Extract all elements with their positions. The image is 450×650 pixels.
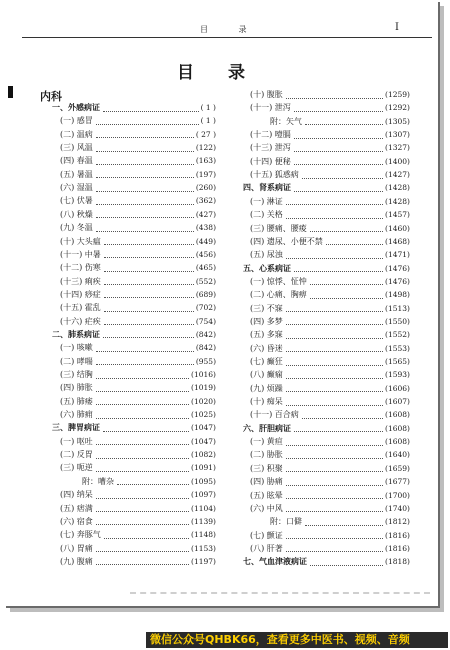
- toc-entry-label: (十二) 伤寒: [60, 263, 101, 273]
- toc-entry: [60, 355, 216, 368]
- toc-entry-page: (1457): [385, 210, 410, 220]
- toc-entry-label: (三) 结胸: [60, 370, 93, 379]
- header-rule: [22, 37, 432, 38]
- dot-leader: [286, 404, 383, 406]
- dot-leader: [286, 310, 383, 312]
- toc-entry-label: 附：口僻: [270, 517, 302, 527]
- toc-entry-page: (702): [195, 303, 216, 313]
- toc-entry: [60, 555, 216, 568]
- toc-entry: [250, 475, 410, 488]
- toc-entry-label: (一) 咳嗽: [60, 343, 93, 353]
- toc-entry-label: (六) 宿食: [60, 516, 93, 526]
- toc-entry-label: (三) 积聚: [250, 463, 283, 473]
- toc-entry-page: (689): [195, 289, 216, 299]
- dot-leader: [286, 497, 383, 499]
- toc-entry-label: (二) 温病: [60, 129, 93, 139]
- promo-banner-text: 微信公众号QHBK66，查看更多中医书、视频、音频: [150, 633, 410, 646]
- toc-entry-page: (1016): [191, 370, 216, 379]
- toc-entry-page: (1047): [191, 436, 216, 446]
- dot-leader: [302, 417, 383, 419]
- dot-leader: [96, 350, 194, 352]
- toc-entry-page: (1400): [385, 156, 410, 166]
- toc-entry-label: (五) 尿浊: [250, 250, 283, 260]
- dot-leader: [96, 136, 194, 138]
- dot-leader: [286, 537, 383, 539]
- toc-entry-page: (1471): [385, 250, 410, 260]
- toc-entry-page: (1327): [385, 143, 410, 153]
- toc-entry-page: (1812): [385, 517, 410, 527]
- toc-entry-label: 六、肝胆病证: [243, 422, 291, 433]
- dot-leader: [96, 363, 194, 365]
- toc-entry-label: (七) 颤证: [250, 530, 283, 540]
- dot-leader: [96, 443, 189, 445]
- toc-entry-page: (163): [195, 156, 216, 166]
- toc-entry-label: (六) 昏迷: [250, 343, 283, 353]
- dot-leader: [294, 430, 383, 432]
- dot-leader: [96, 190, 194, 192]
- dot-leader: [286, 377, 383, 379]
- toc-entry-page: (1740): [385, 503, 410, 513]
- toc-entry-label: (一) 淋证: [250, 196, 283, 206]
- dot-leader: [103, 110, 199, 112]
- page-shadow-right: [440, 6, 444, 612]
- toc-entry-page: (842): [195, 343, 216, 353]
- toc-entry-page: (1607): [385, 397, 410, 407]
- toc-entry-page: (1677): [385, 477, 410, 487]
- toc-entry: [60, 315, 216, 328]
- toc-entry: [250, 128, 410, 141]
- toc-entry-page: (1292): [385, 103, 410, 113]
- dot-leader: [96, 470, 189, 472]
- toc-entry-label: (四) 胁痛: [250, 477, 283, 487]
- toc-entry-label: 附：嘈杂: [82, 476, 114, 486]
- toc-entry-page: (1153): [191, 543, 216, 553]
- toc-entry-label: (六) 湿温: [60, 183, 93, 193]
- toc-entry-label: (三) 腰痛、腰痠: [250, 223, 307, 233]
- toc-entry-page: (1091): [191, 463, 216, 473]
- toc-entry-label: (十) 大头瘟: [60, 236, 101, 246]
- running-head-page-number: I: [395, 22, 399, 33]
- toc-entry-label: (五) 多寐: [250, 330, 283, 340]
- dot-leader: [104, 243, 194, 245]
- toc-entry: [250, 302, 410, 315]
- dot-leader: [96, 163, 194, 165]
- toc-entry-label: (九) 腹痛: [60, 556, 93, 566]
- toc-entry-page: (1606): [385, 383, 410, 393]
- toc-entry-page: (260): [195, 183, 216, 193]
- toc-entry-page: (1082): [191, 450, 216, 460]
- toc-entry-label: (五) 痞满: [60, 503, 93, 513]
- dot-leader: [96, 563, 189, 565]
- dot-leader: [286, 457, 383, 459]
- toc-entry-label: (十五) 霍乱: [60, 303, 101, 313]
- dot-leader: [104, 323, 194, 325]
- toc-entry-label: (八) 癫痫: [250, 370, 283, 380]
- dot-leader: [96, 203, 194, 205]
- toc-entry-page: (1305): [385, 116, 410, 126]
- toc-entry: [270, 515, 410, 528]
- toc-entry-label: (十一) 中暑: [60, 249, 101, 259]
- toc-entry: [60, 128, 216, 141]
- dot-leader: [286, 323, 383, 325]
- toc-entry: [60, 221, 216, 234]
- dot-leader: [286, 337, 383, 339]
- toc-entry: [243, 555, 410, 568]
- dot-leader: [294, 190, 383, 192]
- toc-entry-label: (四) 多梦: [250, 316, 283, 326]
- toc-entry-page: (1148): [191, 530, 216, 540]
- toc-entry-page: (1197): [191, 556, 216, 566]
- toc-entry-page: (754): [195, 316, 216, 326]
- toc-entry-page: (1498): [385, 290, 410, 300]
- toc-entry-label: (九) 烦躁: [250, 383, 283, 393]
- running-head-title: 目 录: [200, 25, 261, 34]
- dot-leader: [104, 537, 189, 539]
- toc-entry: [270, 115, 410, 128]
- toc-entry-label: (三) 呃逆: [60, 463, 93, 473]
- dot-leader: [96, 150, 194, 152]
- toc-entry-label: (十六) 疟疾: [60, 316, 101, 326]
- toc-entry: [60, 341, 216, 354]
- toc-entry: [250, 328, 410, 341]
- toc-entry: [250, 489, 410, 502]
- dot-leader: [104, 283, 194, 285]
- toc-entry-label: (七) 癫狂: [250, 357, 283, 366]
- toc-entry: [243, 181, 410, 194]
- toc-entry-label: (十二) 噎膈: [250, 130, 291, 140]
- toc-entry-page: (1640): [385, 450, 410, 460]
- toc-entry-label: (四) 肺胀: [60, 383, 93, 393]
- toc-entry-page: (1476): [385, 263, 410, 273]
- toc-entry: [250, 195, 410, 208]
- toc-entry-page: (1608): [385, 437, 410, 447]
- dot-leader: [96, 123, 199, 125]
- toc-entry: [60, 542, 216, 555]
- toc-entry-page: (449): [195, 236, 216, 246]
- toc-entry-label: (九) 冬温: [60, 223, 93, 233]
- toc-entry-page: (1428): [385, 196, 410, 206]
- dot-leader: [286, 217, 383, 219]
- dot-leader: [310, 564, 383, 566]
- toc-entry-page: (1428): [385, 183, 410, 193]
- toc-entry-label: (十) 腹胀: [250, 90, 283, 99]
- toc-entry-page: (438): [195, 223, 216, 233]
- toc-entry-page: (427): [195, 209, 216, 219]
- toc-entry-label: (六) 肺痈: [60, 410, 93, 420]
- toc-entry: [250, 435, 410, 448]
- toc-entry: [250, 462, 410, 475]
- toc-entry: [60, 502, 216, 515]
- toc-entry-page: (1818): [385, 557, 410, 567]
- dot-leader: [305, 123, 383, 125]
- dot-leader: [103, 336, 194, 338]
- dot-leader: [286, 203, 383, 205]
- page-title: 目 录: [177, 63, 259, 83]
- toc-entry-label: 二、肺系病证: [52, 328, 100, 339]
- toc-entry-page: (1095): [191, 476, 216, 486]
- toc-entry-page: (1097): [191, 490, 216, 500]
- toc-entry-page: (955): [195, 356, 216, 366]
- toc-entry-label: (二) 胁胀: [250, 450, 283, 460]
- toc-entry-page: (1460): [385, 223, 410, 233]
- toc-entry-page: (1025): [191, 410, 216, 420]
- toc-entry-page: (362): [195, 196, 216, 206]
- dot-leader: [96, 377, 189, 379]
- dot-leader: [96, 510, 189, 512]
- toc-entry-label: (十三) 泄泻: [250, 143, 291, 153]
- dot-leader: [117, 483, 189, 485]
- toc-entry-page: (1307): [385, 130, 410, 140]
- toc-entry-label: 五、心系病证: [243, 262, 291, 273]
- toc-entry: [250, 355, 410, 368]
- toc-entry: [52, 328, 216, 341]
- toc-entry: [60, 461, 216, 474]
- toc-entry-page: (1608): [385, 423, 410, 433]
- dot-leader: [294, 137, 383, 139]
- toc-entry: [60, 248, 216, 261]
- toc-entry: [52, 421, 216, 434]
- toc-entry-label: 三、脾胃病证: [52, 422, 100, 433]
- dot-leader: [310, 230, 383, 232]
- toc-entry: [250, 502, 410, 515]
- toc-entry-page: (1104): [191, 503, 216, 513]
- dot-leader: [104, 270, 194, 272]
- dot-leader: [104, 256, 194, 258]
- toc-entry-label: (五) 暑温: [60, 169, 93, 179]
- toc-entry: [250, 275, 410, 288]
- dot-leader: [305, 524, 383, 526]
- dot-leader: [302, 177, 383, 179]
- toc-entry-page: (842): [195, 329, 216, 339]
- toc-entry: [60, 301, 216, 314]
- toc-entry-page: (1565): [385, 357, 410, 366]
- toc-entry: [60, 235, 216, 248]
- dot-leader: [286, 257, 383, 259]
- toc-entry: [250, 542, 410, 555]
- toc-entry-label: (二) 反胃: [60, 450, 93, 460]
- toc-entry-label: (十一) 泄泻: [250, 103, 291, 113]
- toc-entry: [60, 381, 216, 394]
- toc-entry: [250, 288, 410, 301]
- toc-entry-page: (1047): [191, 423, 216, 433]
- toc-entry-page: (1553): [385, 343, 410, 353]
- toc-entry-label: (一) 惊悸、怔忡: [250, 276, 307, 286]
- toc-entry: [60, 448, 216, 461]
- toc-entry-page: (1593): [385, 370, 410, 380]
- toc-entry-label: (十一) 百合病: [250, 410, 299, 420]
- dot-leader: [286, 484, 383, 486]
- toc-entry: [60, 368, 216, 381]
- dot-leader: [96, 230, 194, 232]
- dot-leader: [310, 297, 383, 299]
- toc-entry-page: (1259): [385, 90, 410, 99]
- dot-leader: [294, 110, 383, 112]
- dot-leader: [286, 444, 383, 446]
- toc-entry: [250, 342, 410, 355]
- toc-entry-page: ( 1 ): [200, 116, 216, 126]
- toc-entry-label: (二) 哮喘: [60, 356, 93, 366]
- toc-entry-label: (五) 眩晕: [250, 490, 283, 500]
- toc-entry-label: (七) 奔豚气: [60, 530, 101, 540]
- dot-leader: [104, 310, 194, 312]
- footer-dashes: [130, 592, 430, 596]
- toc-entry: [250, 141, 410, 154]
- toc-entry: [60, 154, 216, 167]
- dot-leader: [294, 150, 383, 152]
- toc-entry-page: (1816): [385, 543, 410, 553]
- toc-entry-label: (八) 胃痛: [60, 543, 93, 553]
- toc-entry-page: (1427): [385, 170, 410, 180]
- toc-entry-label: (二) 关格: [250, 210, 283, 220]
- toc-entry-page: (1468): [385, 236, 410, 246]
- dot-leader: [96, 523, 189, 525]
- toc-entry: [60, 141, 216, 154]
- dot-leader: [286, 97, 383, 99]
- toc-entry: [250, 529, 410, 542]
- toc-entry-label: (四) 纳呆: [60, 490, 93, 500]
- toc-entry-page: (1700): [385, 490, 410, 500]
- toc-entry-page: (1476): [385, 276, 410, 286]
- toc-entry-page: ( 27 ): [195, 129, 216, 139]
- toc-entry-label: (十三) 痢疾: [60, 276, 101, 286]
- toc-entry-label: (二) 心痛、胸痹: [250, 290, 307, 300]
- toc-entry-page: (1552): [385, 330, 410, 340]
- toc-entry-label: 四、肾系病证: [243, 182, 291, 193]
- dot-leader: [96, 390, 189, 392]
- toc-entry: [250, 88, 410, 101]
- toc-entry-page: (1019): [191, 383, 216, 393]
- dot-leader: [310, 283, 383, 285]
- toc-entry-label: (三) 风温: [60, 143, 93, 153]
- toc-entry-label: (四) 春温: [60, 156, 93, 166]
- toc-entry-page: (552): [195, 276, 216, 286]
- toc-entry-label: (十) 痴呆: [250, 397, 283, 407]
- toc-entry: [60, 275, 216, 288]
- toc-entry: [60, 114, 216, 127]
- toc-entry: [60, 261, 216, 274]
- toc-entry: [60, 488, 216, 501]
- toc-entry-label: (十四) 便秘: [250, 156, 291, 166]
- toc-entry: [60, 528, 216, 541]
- dot-leader: [294, 270, 383, 272]
- toc-entry: [60, 435, 216, 448]
- toc-entry-label: (四) 遗尿、小便不禁: [250, 236, 323, 246]
- toc-entry: [243, 422, 410, 435]
- page-shadow-bottom: [10, 608, 444, 612]
- toc-entry: [250, 168, 410, 181]
- toc-entry-label: 附：矢气: [270, 116, 302, 126]
- toc-entry-label: (八) 肝著: [250, 543, 283, 553]
- toc-entry: [60, 208, 216, 221]
- toc-entry: [60, 408, 216, 421]
- toc-entry-label: (八) 秋燥: [60, 209, 93, 219]
- toc-entry-label: (三) 不寐: [250, 303, 283, 313]
- dot-leader: [96, 176, 194, 178]
- toc-entry-page: (465): [195, 263, 216, 273]
- toc-entry-label: (六) 中风: [250, 503, 283, 513]
- running-head: [0, 22, 436, 36]
- toc-entry: [250, 101, 410, 114]
- toc-entry: [250, 248, 410, 261]
- toc-entry: [250, 408, 410, 421]
- dot-leader: [286, 550, 383, 552]
- toc-entry-label: (一) 感冒: [60, 116, 93, 126]
- toc-entry-page: (197): [195, 169, 216, 179]
- toc-entry-page: (1139): [191, 516, 216, 526]
- toc-entry-page: (1608): [385, 410, 410, 420]
- toc-entry: [250, 208, 410, 221]
- toc-entry: [250, 382, 410, 395]
- toc-entry-label: 七、气血津液病证: [243, 556, 307, 567]
- dot-leader: [294, 163, 383, 165]
- dot-leader: [96, 216, 194, 218]
- dot-leader: [104, 296, 194, 298]
- dot-leader: [96, 550, 189, 552]
- toc-entry: [60, 288, 216, 301]
- dot-leader: [96, 457, 189, 459]
- toc-entry-page: (1550): [385, 316, 410, 326]
- toc-entry-page: (1020): [191, 396, 216, 406]
- toc-entry: [60, 168, 216, 181]
- dot-leader: [96, 403, 189, 405]
- toc-entry-label: 一、外感病证: [52, 102, 100, 112]
- toc-entry: [250, 368, 410, 381]
- toc-entry-label: (七) 伏暑: [60, 196, 93, 206]
- toc-entry: [60, 181, 216, 194]
- dot-leader: [286, 390, 383, 392]
- toc-entry-label: (一) 呕吐: [60, 436, 93, 446]
- toc-entry-page: (122): [195, 143, 216, 153]
- toc-entry: [250, 235, 410, 248]
- toc-entry-page: (1816): [385, 530, 410, 540]
- toc-entry-label: (十四) 痧症: [60, 289, 101, 299]
- toc-entry: [243, 262, 410, 275]
- toc-entry: [60, 515, 216, 528]
- dot-leader: [286, 350, 383, 352]
- toc-entry-label: (五) 肺痿: [60, 396, 93, 406]
- dot-leader: [96, 497, 189, 499]
- toc-entry: [250, 315, 410, 328]
- toc-entry-label: (十五) 狐惑病: [250, 170, 299, 180]
- dot-leader: [286, 364, 383, 366]
- toc-entry: [60, 194, 216, 207]
- toc-entry: [250, 222, 410, 235]
- toc-entry-page: (1513): [385, 303, 410, 313]
- margin-marker: [8, 86, 13, 98]
- dot-leader: [96, 417, 189, 419]
- dot-leader: [286, 510, 383, 512]
- toc-entry-label: (一) 黄疸: [250, 437, 283, 447]
- dot-leader: [103, 430, 189, 432]
- toc-entry: [250, 395, 410, 408]
- toc-entry: [250, 448, 410, 461]
- toc-entry: [82, 475, 216, 488]
- toc-entry-page: (456): [195, 249, 216, 259]
- dot-leader: [326, 243, 383, 245]
- dot-leader: [286, 470, 383, 472]
- toc-entry-page: (1659): [385, 463, 410, 473]
- toc-entry: [60, 395, 216, 408]
- section-title: 内科: [40, 90, 62, 103]
- toc-entry: [250, 155, 410, 168]
- toc-entry: [52, 101, 216, 114]
- toc-entry-page: ( 1 ): [200, 103, 216, 112]
